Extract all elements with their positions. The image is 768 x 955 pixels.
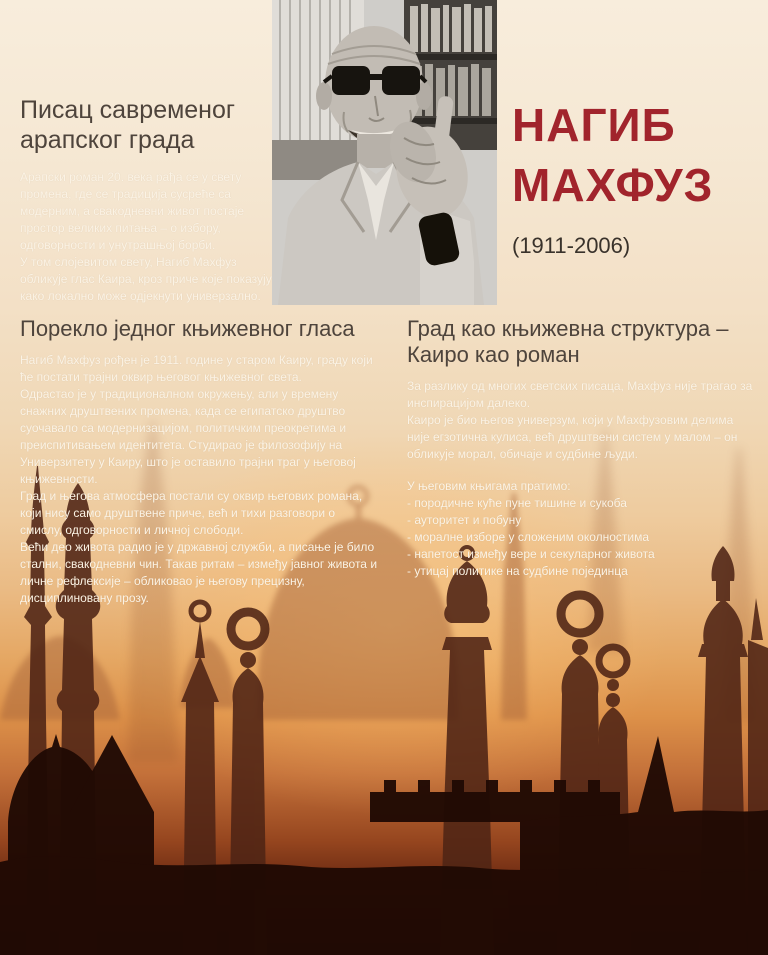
origin-paragraph: Град и његова атмосфера постали су оквир његових романа, који нису само друштвене приче, већ и тихи разговори о смислу, одговорности и личној слободи.: [20, 489, 363, 538]
intro-paragraphs: [20, 169, 272, 305]
author-title-block: [512, 96, 752, 259]
origin-section-title: Порекло једног књижевног гласа: [20, 316, 355, 341]
book-themes-intro: У његовим књигама пратимо:: [407, 479, 571, 494]
book-themes-list: [407, 495, 759, 580]
intro-block: [20, 96, 272, 305]
book-theme-item: - напетост између вере и секуларног живота: [407, 547, 655, 562]
city-section-title-line2: Каиро као роман: [407, 341, 580, 367]
intro-title: Писац савременог арапског града: [20, 96, 236, 154]
author-years: (1911-2006): [512, 232, 631, 258]
intro-paragraph: У том слојевитом свету, Нагиб Махфуз обликује глас Каира, кроз приче које показују како локално може одјекнути универзално.: [20, 255, 272, 304]
origin-paragraph: Нагиб Махфуз рођен је 1911. године у старом Каиру, граду који ће постати трајни оквир његовог књижевног света.: [20, 352, 373, 384]
origin-section-paragraphs: [20, 352, 380, 607]
book-theme-item: - утицај политике на судбине појединца: [407, 564, 628, 579]
city-section-title-line1: Град као књижевна структура –: [407, 316, 729, 341]
city-paragraph: За разлику од многих светских писаца, Махфуз није трагао за инспирацијом далеко.: [407, 378, 753, 410]
origin-paragraph: Већи део живота радио је у државној служби, а писање је било стални, свакодневни чин. Такав ритам – између јавног живота и личне рефлексије – обликовао је његову прецизну, дисциплиновану прозу.: [20, 540, 378, 606]
book-theme-item: - породичне куће пуне тишине и сукоба: [407, 496, 627, 511]
author-photo: [272, 0, 497, 305]
author-first-name: НАГИБ: [512, 99, 676, 151]
author-last-name: МАХФУЗ: [512, 158, 714, 211]
book-theme-item: - ауторитет и побуну: [407, 513, 522, 528]
origin-section: [20, 316, 380, 607]
intro-paragraph: Арапски роман 20. века рађа се у свету промена, где се традиција сусреће са модерним, а свакодневни живот постаје простор великих питања – о избору, одговорности и унутрашњој борби.: [20, 170, 245, 253]
city-section-title: [407, 316, 759, 368]
book-theme-item: - моралне изборе у сложеним околностима: [407, 530, 650, 545]
city-section: [407, 316, 759, 580]
origin-paragraph: Одрастао је у традиционалном окружењу, али у времену снажних друштвених промена, када се египатско друштво суочавало са модернизацијом, политичким преокретима и преиспитивањем идентитета. Студирао је филозофију на Универзитету у Каиру, што је оставило трајни траг у његовој књижевности.: [20, 387, 356, 487]
city-paragraph: Каиро је био његов универзум, који у Махфузовим делима није егзотична кулиса, већ друштвени систем у малом – он обликује морал, обичаје и судбине људи.: [407, 412, 738, 462]
city-section-paragraphs: [407, 378, 759, 463]
